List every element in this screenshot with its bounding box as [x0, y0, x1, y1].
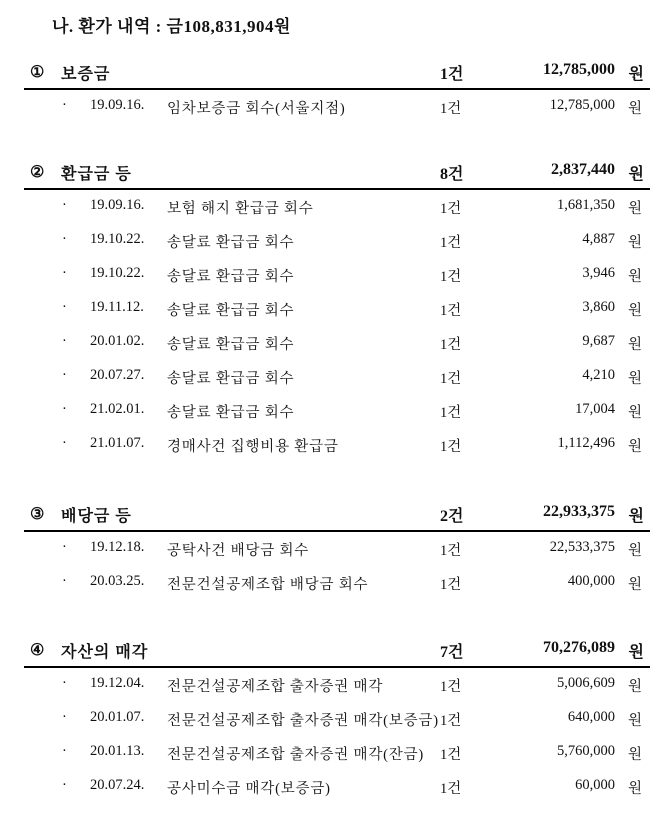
item-count: 1건: [440, 101, 462, 117]
item-description: 전문건설공제조합 출자증권 매각: [167, 679, 384, 695]
item-description: 송달료 환급금 회수: [167, 303, 295, 319]
list-item: [24, 292, 650, 326]
section-number: ③: [30, 506, 45, 523]
item-amount: 22,533,375: [549, 539, 615, 555]
item-amount: 1,681,350: [557, 197, 615, 213]
item-count: 1건: [440, 235, 462, 251]
item-count: 1건: [440, 713, 462, 729]
currency-unit: 원: [627, 337, 642, 353]
item-count: 1건: [440, 781, 462, 797]
item-date: 20.07.27.: [90, 367, 145, 383]
section-amount: 22,933,375: [543, 503, 615, 520]
item-amount: 5,006,609: [557, 675, 615, 691]
item-date: 20.07.24.: [90, 777, 145, 793]
item-amount: 5,760,000: [557, 743, 615, 759]
item-amount: 640,000: [567, 709, 615, 725]
section-number: ④: [30, 642, 45, 659]
item-count: 1건: [440, 543, 462, 559]
item-amount: 60,000: [575, 777, 615, 793]
bullet: ·: [62, 539, 67, 555]
bullet: ·: [62, 435, 67, 451]
bullet: ·: [62, 675, 67, 691]
item-date: 21.01.07.: [90, 435, 145, 451]
section-number: ②: [30, 164, 45, 181]
list-item: [24, 190, 650, 224]
item-date: 19.09.16.: [90, 97, 145, 113]
currency-unit: 원: [628, 66, 644, 83]
bullet: ·: [62, 97, 67, 113]
item-date: 19.10.22.: [90, 231, 145, 247]
section-deposit: [24, 58, 650, 124]
currency-unit: 원: [628, 508, 644, 525]
list-item: [24, 566, 650, 600]
item-amount: 17,004: [575, 401, 615, 417]
item-amount: 12,785,000: [549, 97, 615, 113]
item-count: 1건: [440, 269, 462, 285]
item-description: 송달료 환급금 회수: [167, 337, 295, 353]
item-count: 1건: [440, 405, 462, 421]
currency-unit: 원: [627, 781, 642, 797]
section-amount: 2,837,440: [551, 161, 615, 178]
item-amount: 1,112,496: [557, 435, 615, 451]
item-count: 1건: [440, 371, 462, 387]
list-item: [24, 224, 650, 258]
section-header: [24, 158, 650, 188]
item-amount: 3,860: [582, 299, 615, 315]
list-item: [24, 770, 650, 804]
section-name: 환급금 등: [61, 166, 132, 183]
section-name: 보증금: [61, 66, 111, 83]
list-item: [24, 702, 650, 736]
list-item: [24, 258, 650, 292]
item-description: 전문건설공제조합 배당금 회수: [167, 577, 369, 593]
item-date: 20.03.25.: [90, 573, 145, 589]
document-title: 나. 환가 내역 : 금108,831,904원: [52, 17, 291, 36]
item-count: 1건: [440, 439, 462, 455]
list-item: [24, 668, 650, 702]
item-amount: 4,887: [582, 231, 615, 247]
bullet: ·: [62, 401, 67, 417]
section-number: ①: [30, 64, 45, 81]
item-amount: 3,946: [582, 265, 615, 281]
section-name: 자산의 매각: [61, 644, 149, 661]
section-count: 7건: [440, 644, 464, 661]
item-count: 1건: [440, 679, 462, 695]
bullet: ·: [62, 197, 67, 213]
item-amount: 9,687: [582, 333, 615, 349]
item-date: 19.09.16.: [90, 197, 145, 213]
list-item: [24, 90, 650, 124]
section-asset-sales: [24, 636, 650, 804]
item-count: 1건: [440, 201, 462, 217]
currency-unit: 원: [627, 269, 642, 285]
item-date: 21.02.01.: [90, 401, 145, 417]
list-item: [24, 428, 650, 462]
currency-unit: 원: [627, 747, 642, 763]
currency-unit: 원: [627, 235, 642, 251]
item-description: 공사미수금 매각(보증금): [167, 781, 331, 797]
bullet: ·: [62, 265, 67, 281]
bullet: ·: [62, 231, 67, 247]
list-item: [24, 394, 650, 428]
section-name: 배당금 등: [61, 508, 132, 525]
section-amount: 12,785,000: [543, 61, 615, 78]
item-amount: 4,210: [582, 367, 615, 383]
item-count: 1건: [440, 747, 462, 763]
item-description: 보험 해지 환급금 회수: [167, 201, 314, 217]
item-date: 19.12.04.: [90, 675, 145, 691]
item-description: 임차보증금 회수(서울지점): [167, 101, 346, 117]
section-header: [24, 636, 650, 666]
list-item: [24, 360, 650, 394]
item-date: 20.01.02.: [90, 333, 145, 349]
section-header: [24, 58, 650, 88]
list-item: [24, 532, 650, 566]
item-date: 20.01.07.: [90, 709, 145, 725]
item-date: 19.10.22.: [90, 265, 145, 281]
bullet: ·: [62, 367, 67, 383]
item-count: 1건: [440, 337, 462, 353]
item-description: 경매사건 집행비용 환급금: [167, 439, 339, 455]
bullet: ·: [62, 777, 67, 793]
currency-unit: 원: [627, 577, 642, 593]
currency-unit: 원: [628, 166, 644, 183]
item-description: 송달료 환급금 회수: [167, 269, 295, 285]
section-refunds: [24, 158, 650, 462]
currency-unit: 원: [628, 644, 644, 661]
section-count: 1건: [440, 66, 464, 83]
list-item: [24, 326, 650, 360]
bullet: ·: [62, 333, 67, 349]
item-date: 19.12.18.: [90, 539, 145, 555]
currency-unit: 원: [627, 405, 642, 421]
item-description: 송달료 환급금 회수: [167, 235, 295, 251]
currency-unit: 원: [627, 543, 642, 559]
section-header: [24, 500, 650, 530]
item-date: 20.01.13.: [90, 743, 145, 759]
bullet: ·: [62, 299, 67, 315]
item-description: 전문건설공제조합 출자증권 매각(잔금): [167, 747, 425, 763]
bullet: ·: [62, 709, 67, 725]
section-amount: 70,276,089: [543, 639, 615, 656]
item-description: 송달료 환급금 회수: [167, 405, 295, 421]
currency-unit: 원: [627, 371, 642, 387]
section-dividends: [24, 500, 650, 600]
bullet: ·: [62, 573, 67, 589]
list-item: [24, 736, 650, 770]
currency-unit: 원: [627, 201, 642, 217]
currency-unit: 원: [627, 679, 642, 695]
item-description: 공탁사건 배당금 회수: [167, 543, 310, 559]
currency-unit: 원: [627, 101, 642, 117]
bullet: ·: [62, 743, 67, 759]
section-count: 8건: [440, 166, 464, 183]
item-date: 19.11.12.: [90, 299, 144, 315]
item-count: 1건: [440, 577, 462, 593]
currency-unit: 원: [627, 713, 642, 729]
item-count: 1건: [440, 303, 462, 319]
item-description: 송달료 환급금 회수: [167, 371, 295, 387]
currency-unit: 원: [627, 439, 642, 455]
item-description: 전문건설공제조합 출자증권 매각(보증금): [167, 713, 439, 729]
section-count: 2건: [440, 508, 464, 525]
currency-unit: 원: [627, 303, 642, 319]
item-amount: 400,000: [567, 573, 615, 589]
